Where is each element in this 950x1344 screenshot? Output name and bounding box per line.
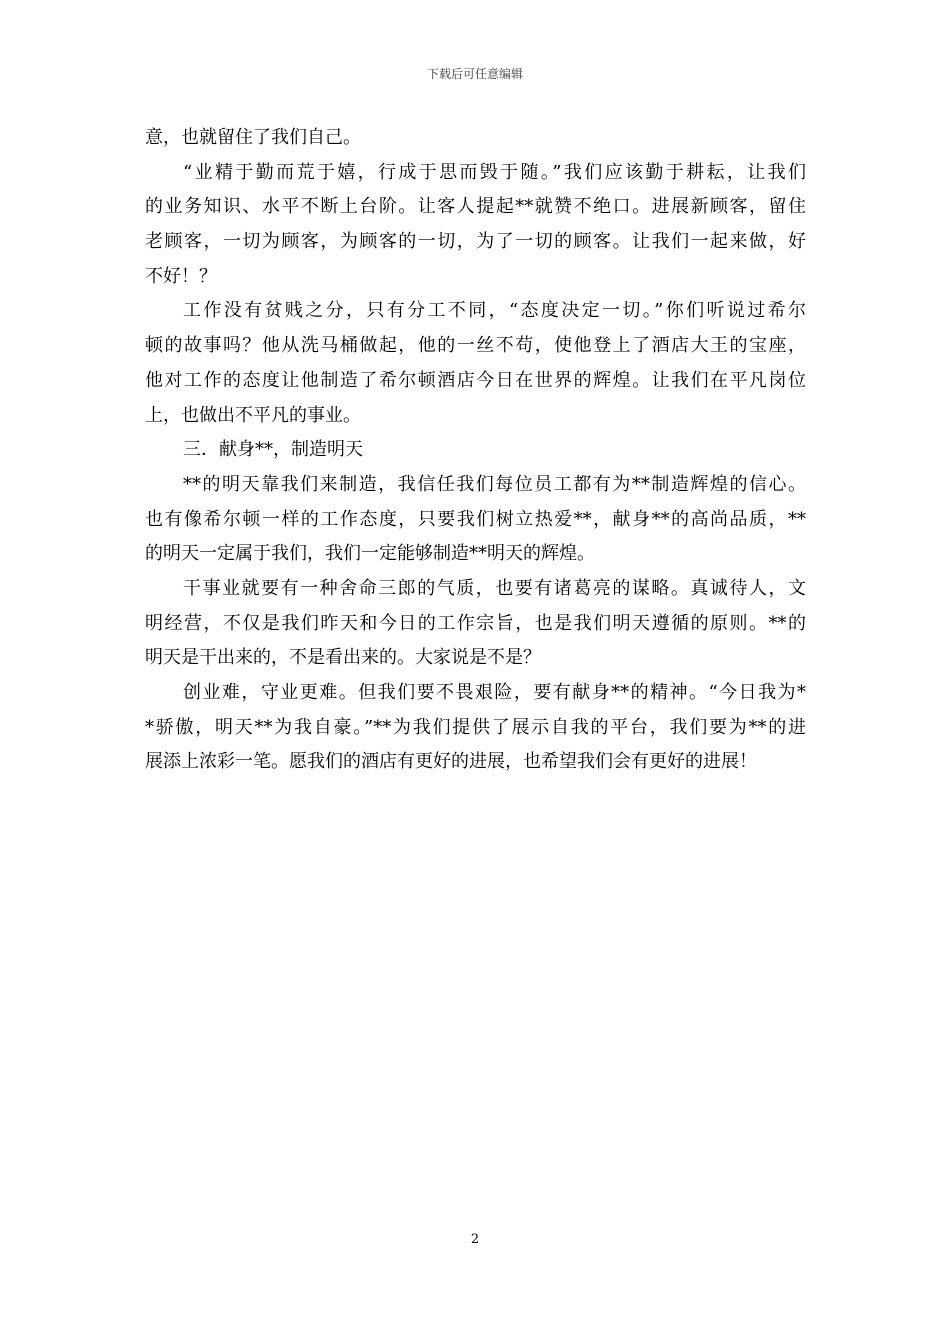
section-heading-three — [145, 433, 806, 468]
text-line: 明天是干出来的，不是看出来的。大家说是不是？ — [145, 647, 541, 669]
text-line: 的业务知识、水平不断上台阶。让客人提起**就赞不绝口。进展新顾客，留住 — [145, 196, 806, 218]
paragraph-career — [145, 572, 806, 676]
text-line: 的明天一定属于我们，我们一定能够制造**明天的辉煌。 — [145, 543, 595, 565]
text-line: 三．献身**，制造明天 — [183, 439, 363, 461]
text-line: **的明天靠我们来制造，我信任我们每位员工都有为**制造辉煌的信心。 — [183, 473, 806, 495]
text-line: 创业难，守业更难。但我们要不畏艰险，要有献身**的精神。“今日我为* — [183, 682, 806, 703]
text-line: 他对工作的态度让他制造了希尔顿酒店今日在世界的辉煌。让我们在平凡岗位 — [145, 369, 806, 391]
paragraph-closing — [145, 676, 806, 780]
text-line: *骄傲，明天**为我自豪。”**为我们提供了展示自我的平台，我们要为**的进 — [145, 716, 806, 738]
text-line: 明经营，不仅是我们昨天和今日的工作宗旨，也是我们明天遵循的原则。**的 — [145, 612, 806, 634]
paragraph-continuation — [145, 121, 806, 156]
page-number: 2 — [470, 1232, 480, 1247]
page-header: 下载后可任意编辑 — [426, 67, 523, 81]
document-body — [145, 121, 806, 780]
paragraph-tomorrow — [145, 468, 806, 572]
text-line: 上，也做出不平凡的事业。 — [145, 404, 361, 426]
text-line: 干事业就要有一种舍命三郎的气质，也要有诸葛亮的谋略。真诚待人，文 — [183, 577, 806, 599]
text-line: “业精于勤而荒于嬉，行成于思而毁于随。”我们应该勤于耕耘，让我们 — [183, 161, 806, 183]
text-line: 顿的故事吗？他从洗马桶做起，他的一丝不苟，使他登上了酒店大王的宝座， — [145, 335, 806, 357]
text-line: 也有像希尔顿一样的工作态度，只要我们树立热爱**，献身**的高尚品质，** — [145, 508, 806, 530]
text-line: 展添上浓彩一笔。愿我们的酒店有更好的进展，也希望我们会有更好的进展！ — [145, 751, 757, 773]
text-line: 不好！？ — [145, 265, 217, 287]
text-line: 意，也就留住了我们自己。 — [145, 127, 361, 148]
paragraph-attitude — [145, 294, 806, 433]
text-line: 老顾客，一切为顾客，为顾客的一切，为了一切的顾客。让我们一起来做，好 — [145, 231, 806, 253]
text-line: 工作没有贫贱之分，只有分工不同，“态度决定一切。”你们听说过希尔 — [183, 300, 806, 322]
paragraph-diligence — [145, 156, 806, 295]
